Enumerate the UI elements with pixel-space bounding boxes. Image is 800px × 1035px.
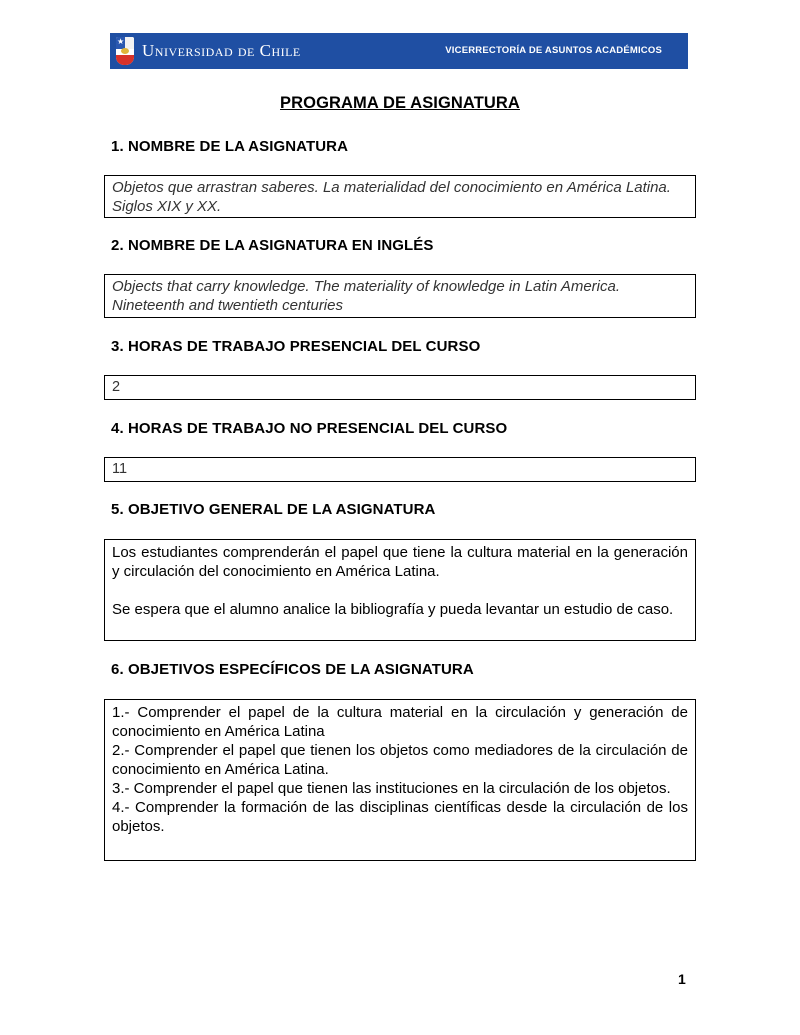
- section-4-box: [104, 457, 696, 482]
- section-1-heading: 1. NOMBRE DE LA ASIGNATURA: [111, 138, 349, 155]
- section-5-box: [104, 539, 696, 641]
- objective-list-item: 1.- Comprender el papel de la cultura material en la circulación y generación de conocimiento en América Latina: [112, 704, 688, 740]
- vice-rectory-label: VICERRECTORÍA DE ASUNTOS ACADÉMICOS: [445, 45, 662, 56]
- section-4-heading: 4. HORAS DE TRABAJO NO PRESENCIAL DEL CURSO: [111, 420, 508, 437]
- objective-list-item: 3.- Comprender el papel que tienen las instituciones en la circulación de los objetos.: [112, 780, 671, 797]
- section-5-paragraph: Los estudiantes comprenderán el papel que tiene la cultura material en la generación y circulación del conocimiento en América Latina.: [112, 544, 688, 580]
- section-4-content: 11: [112, 461, 128, 477]
- university-crest-icon: ★: [116, 37, 134, 65]
- section-3-box: [104, 375, 696, 400]
- section-1-box: [104, 175, 696, 218]
- section-2-heading: 2. NOMBRE DE LA ASIGNATURA EN INGLÉS: [111, 237, 434, 254]
- section-2-box: [104, 274, 696, 318]
- header-banner: [110, 33, 688, 69]
- objective-list-item: 4.- Comprender la formación de las disciplinas científicas desde la circulación de los objetos.: [112, 799, 688, 835]
- page-number: 1: [678, 971, 686, 987]
- section-3-content: 2: [112, 379, 121, 395]
- section-2-content: Objects that carry knowledge. The materiality of knowledge in Latin America. Nineteenth and twentieth centuries: [112, 278, 621, 314]
- section-1-content: Objetos que arrastran saberes. La materialidad del conocimiento en América Latina. Siglos XIX y XX.: [112, 179, 671, 215]
- section-6-heading: 6. OBJETIVOS ESPECÍFICOS DE LA ASIGNATURA: [111, 661, 474, 678]
- section-5-heading: 5. OBJETIVO GENERAL DE LA ASIGNATURA: [111, 501, 436, 518]
- document-title: PROGRAMA DE ASIGNATURA: [280, 94, 520, 112]
- university-name: Universidad de Chile: [142, 41, 301, 60]
- section-3-heading: 3. HORAS DE TRABAJO PRESENCIAL DEL CURSO: [111, 338, 481, 355]
- objective-list-item: 2.- Comprender el papel que tienen los objetos como mediadores de la circulación de conocimiento en América Latina.: [112, 742, 688, 778]
- section-6-box: [104, 699, 696, 861]
- section-5-paragraph: Se espera que el alumno analice la bibliografía y pueda levantar un estudio de caso.: [112, 601, 674, 618]
